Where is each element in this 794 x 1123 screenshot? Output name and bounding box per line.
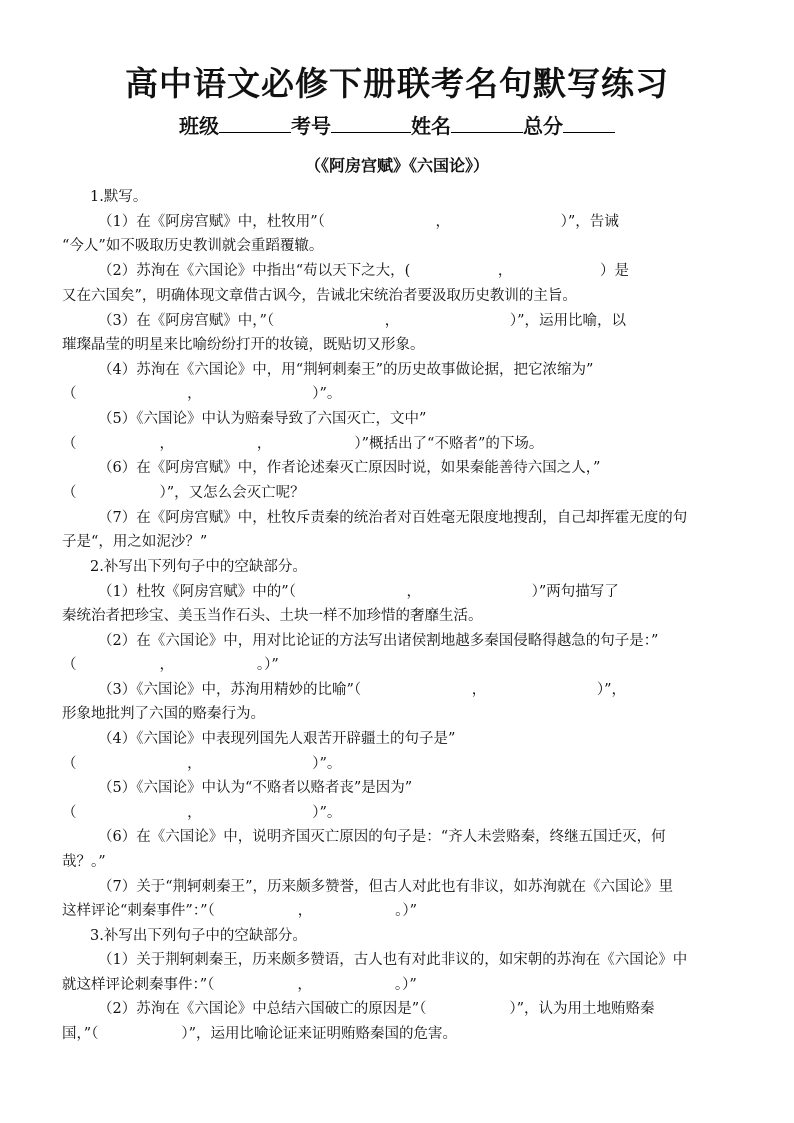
question-line: （1）在《阿房宫赋》中，杜牧用”（ ， ）”，告诫 xyxy=(98,214,619,230)
question-line: （ ， ）”。 xyxy=(62,805,342,821)
score-blank xyxy=(563,112,615,133)
question-line: （2）苏洵在《六国论》中总结六国破亡的原因是”（ ）”，认为用土地贿赂秦 xyxy=(98,1001,655,1017)
question-line: （ ， 。）” xyxy=(62,657,279,673)
question-line: （ ， ）”。 xyxy=(62,386,342,402)
question-line: （ ）”，又怎么会灭亡呢？ xyxy=(62,485,305,501)
class-label: 班级 xyxy=(179,114,219,138)
question-heading-3: 3.补写出下列句子中的空缺部分。 xyxy=(90,928,307,944)
question-line: （2）在《六国论》中，用对比论证的方法写出诸侯割地越多秦国侵略得越急的句子是：” xyxy=(98,633,659,649)
question-line: （2）苏洵在《六国论》中指出“苟以天下之大，( ， ）是 xyxy=(98,263,629,279)
question-line: 就这样评论刺秦事件：”（ ， 。）” xyxy=(62,977,417,993)
question-line: （5）《六国论》中认为赔秦导致了六国灭亡，文中” xyxy=(98,411,427,427)
question-line: （4）苏洵在《六国论》中，用“荆轲刺秦王”的历史故事做论据，把它浓缩为” xyxy=(98,362,594,378)
question-line: （3）《六国论》中，苏洵用精妙的比喻”（ ， ）”， xyxy=(98,682,627,698)
question-line: （5）《六国论》中认为“不赂者以赂者丧”是因为” xyxy=(98,780,413,796)
exam-no-label: 考号 xyxy=(291,114,331,138)
question-line: （ ， ， ）”概括出了“不赂者”的下场。 xyxy=(62,436,544,452)
question-line: 这样评论“刺秦事件”：”（ ， 。）” xyxy=(62,903,418,919)
question-line: （1）关于荆轲刺秦王，历来颇多赞语，古人也有对此非议的，如宋朝的苏洵在《六国论》中 xyxy=(98,952,688,968)
question-line: 国，”（ ）”，运用比喻论证来证明贿赂秦国的危害。 xyxy=(62,1026,458,1042)
question-line: （6）在《阿房宫赋》中，作者论述秦灭亡原因时说，如果秦能善待六国之人，” xyxy=(98,460,601,476)
section-subtitle: （《阿房宫赋》《六国论》） xyxy=(304,156,489,175)
name-blank xyxy=(451,112,523,133)
exam-no-blank xyxy=(331,112,411,133)
question-line: （7）关于“荆轲刺秦王”，历来颇多赞誉，但古人对此也有非议，如苏洵就在《六国论》里 xyxy=(98,879,674,895)
class-blank xyxy=(219,112,291,133)
question-line: （7）在《阿房宫赋》中，杜牧斥责秦的统治者对百姓毫无限度地搜刮，自己却挥霍无度的句 xyxy=(98,510,688,526)
question-line: （6）在《六国论》中，说明齐国灭亡原因的句子是：“齐人未尝赂秦，终继五国迁灭，何 xyxy=(98,829,666,845)
question-line: 璀璨晶莹的明星来比喻纷纷打开的妆镜，既贴切又形象。 xyxy=(62,337,425,353)
question-line: （ ， ）”。 xyxy=(62,756,342,772)
question-line: （4）《六国论》中表现列国先人艰苦开辟疆土的句子是” xyxy=(98,731,456,747)
question-heading-1: 1.默写。 xyxy=(90,189,148,205)
question-line: 子是“，用之如泥沙？” xyxy=(62,534,208,550)
question-line: （3）在《阿房宫赋》中，”（ ， ）”，运用比喻，以 xyxy=(98,313,627,329)
question-line: 又在六国矣”，明确体现文章借古讽今，告诫北宋统治者要汲取历史教训的主旨。 xyxy=(62,288,577,304)
question-heading-2: 2.补写出下列句子中的空缺部分。 xyxy=(90,559,307,575)
question-line: 秦统治者把珍宝、美玉当作石头、土块一样不加珍惜的奢靡生活。 xyxy=(62,608,483,624)
question-line: （1）杜牧《阿房宫赋》中的”（ ， ）”两句描写了 xyxy=(98,584,619,600)
question-line: 哉？。” xyxy=(62,854,106,870)
student-info-line xyxy=(0,110,794,139)
question-line: “今人”如不吸取历史教训就会重蹈覆辙。 xyxy=(62,238,324,254)
score-label: 总分 xyxy=(523,114,563,138)
question-line: 形象地批判了六国的赂秦行为。 xyxy=(62,706,265,722)
page-title: 高中语文必修下册联考名句默写练习 xyxy=(125,64,669,103)
name-label: 姓名 xyxy=(411,114,451,138)
